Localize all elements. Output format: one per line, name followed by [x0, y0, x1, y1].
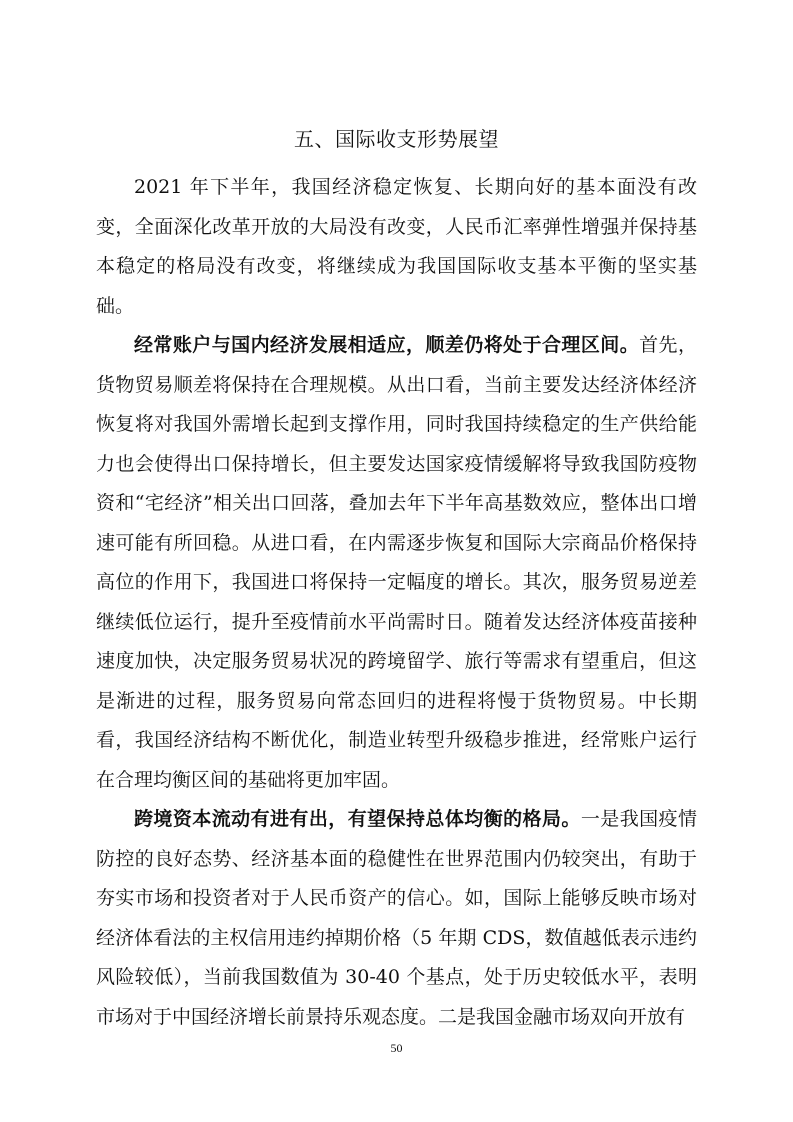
page-number: 50: [390, 1041, 403, 1055]
paragraph-text: 首先，货物贸易顺差将保持在合理规模。从出口看，当前主要发达经济体经济恢复将对我国外需增长起到支撑作用，同时我国持续稳定的生产供给能力也会使得出口保持增长，但主要发达国家疫情缓解将导致我国防疫物资和“宅经济”相关出口回落，叠加去年下半年高基数效应，整体出口增速可能有所回稳。从进口看，在内需逐步恢复和国际大宗商品价格保持高位的作用下，我国进口将保持一定幅度的增长。其次，服务贸易逆差继续低位运行，提升至疫情前水平尚需时日。随着发达经济体疫苗接种速度加快，决定服务贸易状况的跨境留学、旅行等需求有望重启，但这是渐进的过程，服务贸易向常态回归的进程将慢于货物贸易。中长期看，我国经济结构不断优化，制造业转型升级稳步推进，经常账户运行在合理均衡区间的基础将更加牢固。: [96, 334, 697, 791]
paragraph-text: 一是我国疫情防控的良好态势、经济基本面的稳健性在世界范围内仍较突出，有助于夯实市场和投资者对于人民币资产的信心。如，国际上能够反映市场对经济体看法的主权信用违约掉期价格（5 年期 CDS，数值越低表示违约风险较低），当前我国数值为 30-40 个基点，处于历史较低水平，表明市场对于中国经济增长前景持乐观态度。二是我国金融市场双向开放有: [96, 808, 697, 1028]
paragraph-outlook-intro: [96, 168, 697, 326]
paragraph-lead: 跨境资本流动有进有出，有望保持总体均衡的格局。: [134, 808, 581, 830]
paragraph-lead: 经常账户与国内经济发展相适应，顺差仍将处于合理区间。: [134, 334, 640, 356]
paragraph-capital-flows: [96, 800, 697, 1037]
paragraph-text: 2021 年下半年，我国经济稳定恢复、长期向好的基本面没有改变，全面深化改革开放的大局没有改变，人民币汇率弹性增强并保持基本稳定的格局没有改变，将继续成为我国国际收支基本平衡的坚实基础。: [96, 176, 697, 317]
section-title: 五、国际收支形势展望: [294, 127, 499, 151]
paragraph-current-account: [96, 326, 697, 800]
body-text: [96, 168, 697, 1037]
